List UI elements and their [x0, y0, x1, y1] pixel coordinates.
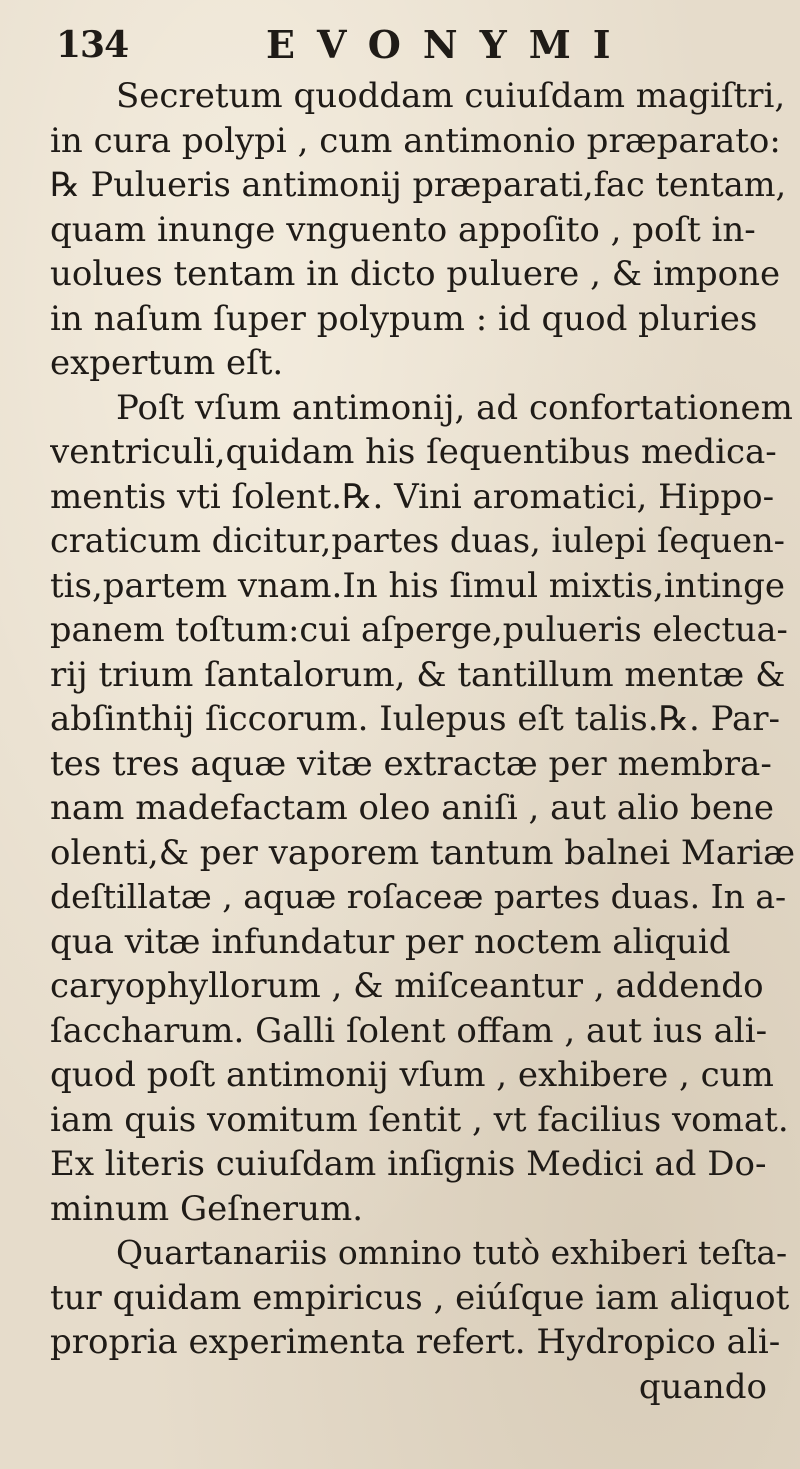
text-line: in cura polypi , cum antimonio præparato: — [50, 120, 781, 161]
text-line: iam quis vomitum ſentit , vt facilius vomat. — [50, 1099, 789, 1140]
text-line: panem toſtum:cui aſperge,pulueris electua- — [50, 610, 788, 649]
text-line: tur quidam empiricus , eiúſque iam aliquot — [50, 1277, 790, 1318]
text-line: ſaccharum. Galli ſolent offam , aut ius ali- — [50, 1010, 768, 1051]
text-line: nam madefactam oleo aniſi , aut alio bene — [50, 788, 774, 828]
text-line: minum Geſnerum. — [50, 1188, 364, 1229]
text-line: mentis vti ſolent.℞. Vini aromatici, Hippo- — [50, 476, 775, 517]
text-line: qua vitæ infundatur per noctem aliquid — [50, 921, 731, 962]
text-line: deſtillatæ , aquæ roſaceæ partes duas. In a- — [50, 877, 787, 916]
text-line: caryophyllorum , & miſceantur , addendo — [50, 966, 764, 1006]
text-line: tis,partem vnam.In his ſimul mixtis,intinge — [50, 565, 785, 606]
text-line: propria experimenta refert. Hydropico ali- — [50, 1322, 781, 1362]
text-line: uolues tentam in dicto puluere , & impone — [50, 254, 781, 294]
catchword: quando — [638, 1366, 767, 1407]
page-number: 134 — [56, 24, 129, 66]
text-line: in naſum ſuper polypum : id quod pluries — [50, 298, 758, 339]
text-line: expertum eſt. — [50, 343, 284, 383]
text-line: rij trium ſantalorum, & tantillum mentæ & — [50, 654, 786, 695]
text-line: craticum dicitur,partes duas, iulepi ſequen- — [50, 521, 785, 560]
text-line: tes tres aquæ vitæ extractæ per membra- — [50, 743, 772, 784]
text-line: Quartanariis omnino tutò exhiberi teſta- — [116, 1233, 788, 1272]
text-line: Secretum quoddam cuiuſdam magiſtri, — [116, 76, 786, 116]
text-line: quod poſt antimonij vſum , exhibere , cum — [50, 1055, 774, 1095]
text-line: Poſt vſum antimonij, ad confortationem — [116, 387, 793, 428]
running-head: EVONYMI — [266, 22, 633, 67]
text-line: quam inunge vnguento appoſito , poſt in- — [50, 209, 756, 250]
text-line: olenti,& per vaporem tantum balnei Mariæ — [50, 832, 795, 873]
body-text — [50, 74, 795, 1409]
text-line: Ex literis cuiuſdam inſignis Medici ad Do- — [50, 1144, 767, 1184]
page-header — [56, 22, 756, 72]
text-line: ℞ Pulueris antimonij præparati,fac tentam, — [50, 165, 787, 204]
text-line: abſinthij ſiccorum. Iulepus eſt talis.℞. Par- — [50, 699, 781, 739]
text-line: ventriculi,quidam his ſequentibus medica- — [50, 432, 777, 472]
